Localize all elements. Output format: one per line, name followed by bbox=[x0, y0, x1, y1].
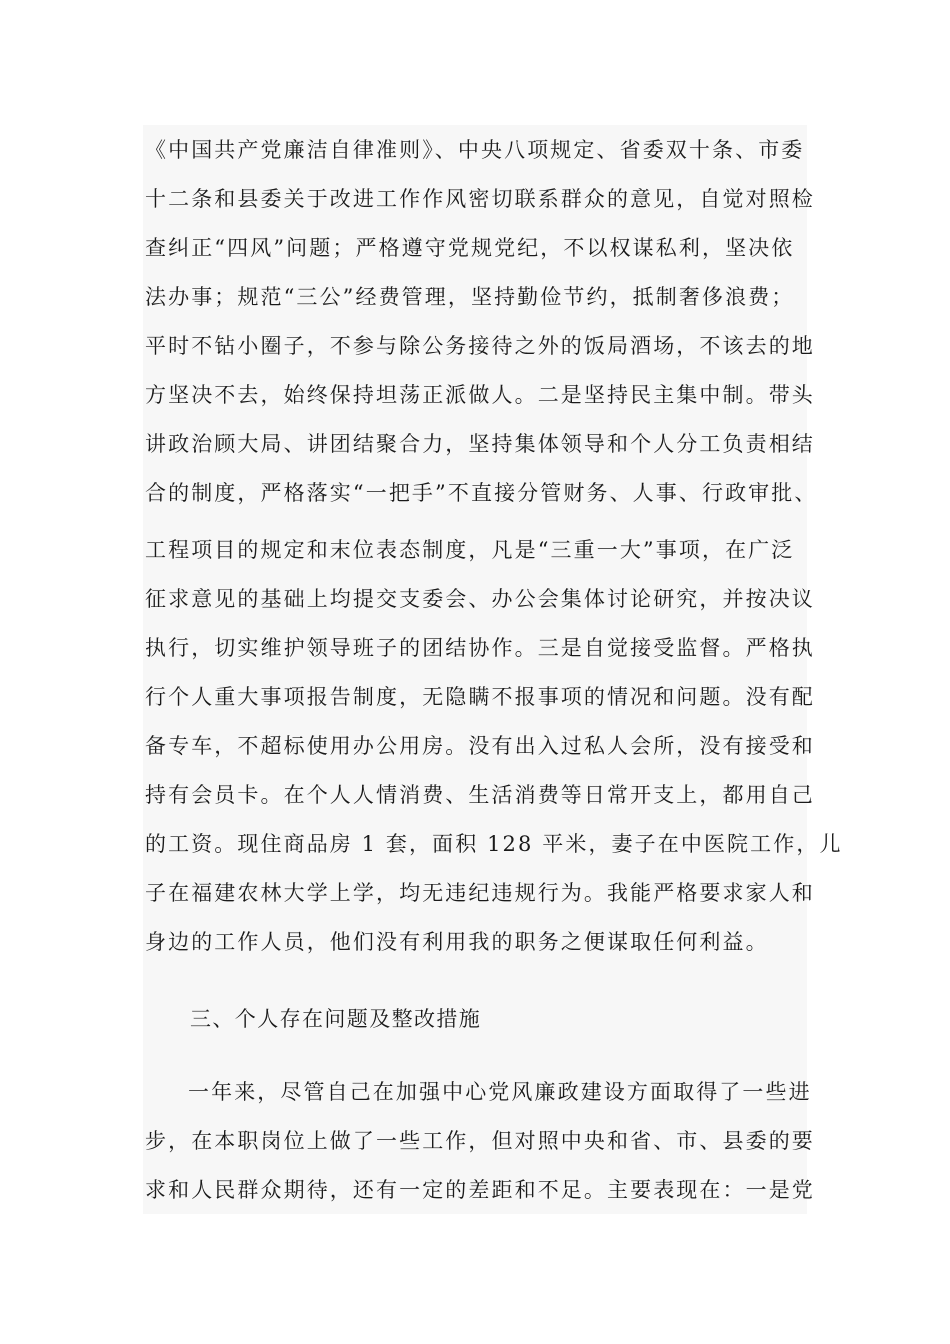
paragraph-line: 讲政治顾大局、讲团结聚合力，坚持集体领导和个人分工负责相结 bbox=[145, 432, 815, 456]
paragraph-line: 十二条和县委关于改进工作作风密切联系群众的意见，自觉对照检 bbox=[145, 187, 815, 211]
paragraph-line: 求和人民群众期待，还有一定的差距和不足。主要表现在：一是党 bbox=[145, 1178, 815, 1202]
section-heading: 三、个人存在问题及整改措施 bbox=[190, 1007, 482, 1031]
paragraph-line: 查纠正“四风”问题；严格遵守党规党纪，不以权谋私利，坚决依 bbox=[145, 236, 795, 260]
paragraph-line: 合的制度，严格落实“一把手”不直接分管财务、人事、行政审批、 bbox=[145, 481, 818, 505]
paragraph-line: 备专车，不超标使用办公用房。没有出入过私人会所，没有接受和 bbox=[145, 734, 815, 758]
paragraph-line: 持有会员卡。在个人人情消费、生活消费等日常开支上，都用自己 bbox=[145, 783, 815, 807]
paragraph-line: 的工资。现住商品房 1 套，面积 128 平米，妻子在中医院工作，儿 bbox=[145, 832, 843, 856]
paragraph-line: 一年来，尽管自己在加强中心党风廉政建设方面取得了一些进 bbox=[188, 1080, 812, 1104]
paragraph-line: 子在福建农林大学上学，均无违纪违规行为。我能严格要求家人和 bbox=[145, 881, 815, 905]
paragraph-line: 《中国共产党廉洁自律准则》、中央八项规定、省委双十条、市委 bbox=[145, 138, 805, 162]
paragraph-line: 行个人重大事项报告制度，无隐瞒不报事项的情况和问题。没有配 bbox=[145, 685, 815, 709]
paragraph-line: 工程项目的规定和末位表态制度，凡是“三重一大”事项，在广泛 bbox=[145, 538, 795, 562]
paragraph-line: 步，在本职岗位上做了一些工作，但对照中央和省、市、县委的要 bbox=[145, 1129, 815, 1153]
paragraph-line: 平时不钻小圈子，不参与除公务接待之外的饭局酒场，不该去的地 bbox=[145, 334, 815, 358]
paragraph-line: 法办事；规范“三公”经费管理，坚持勤俭节约，抵制奢侈浪费； bbox=[145, 285, 795, 309]
paragraph-line: 方坚决不去，始终保持坦荡正派做人。二是坚持民主集中制。带头 bbox=[145, 383, 815, 407]
paragraph-line: 身边的工作人员，他们没有利用我的职务之便谋取任何利益。 bbox=[145, 930, 769, 954]
paragraph-line: 执行，切实维护领导班子的团结协作。三是自觉接受监督。严格执 bbox=[145, 636, 815, 660]
paragraph-line: 征求意见的基础上均提交支委会、办公会集体讨论研究，并按决议 bbox=[145, 587, 815, 611]
